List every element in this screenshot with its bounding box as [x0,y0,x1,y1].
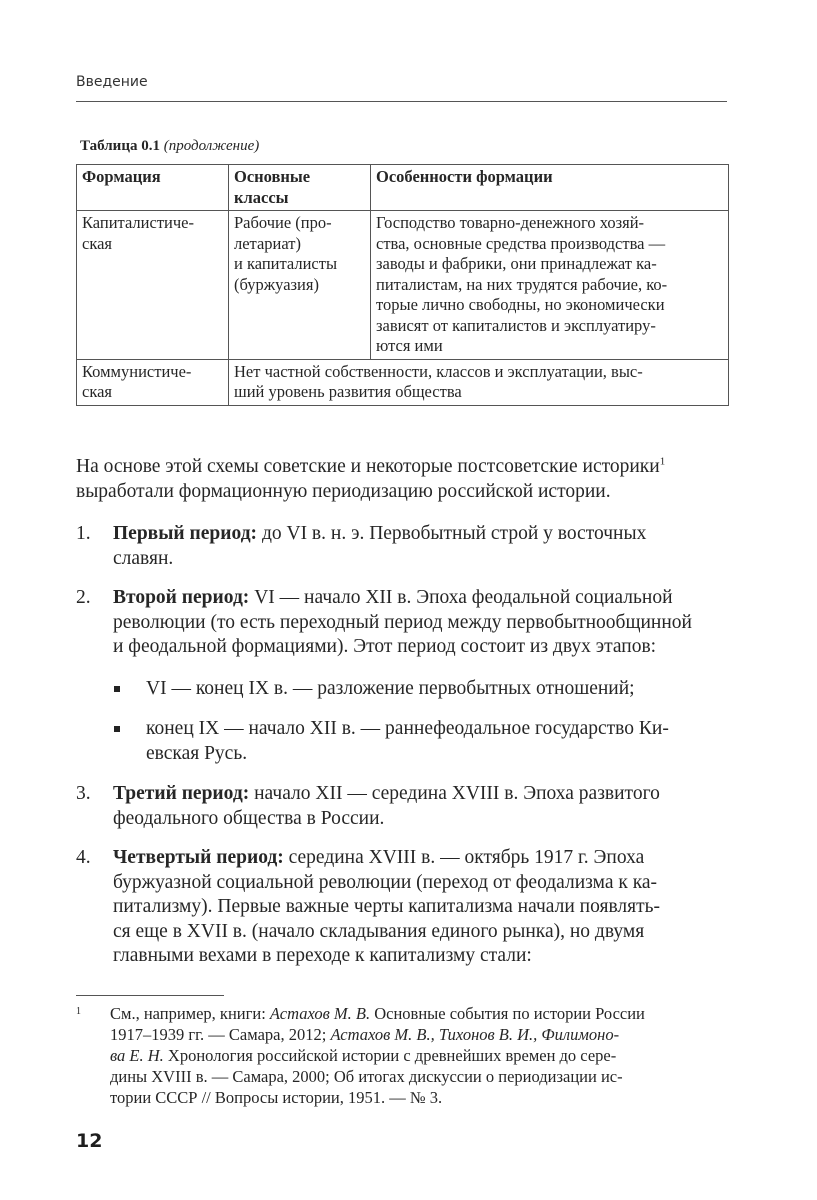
intro-paragraph: На основе этой схемы советские и некоторые постсоветские историки$^1$ выработали формационную периодизацию российской истории. [76,455,666,502]
footnote-rule [76,995,224,996]
header-features: Особенности формации [371,165,729,211]
table-row [77,359,729,405]
table-row [77,211,729,360]
header-classes: Основные классы [229,165,371,211]
period-title: Первый период: [113,523,258,544]
header-formation: Формация [77,165,229,211]
cell-formation: Коммунистиче- ская [77,359,229,405]
bullet-square-icon [114,726,120,732]
table-caption-label: Таблица 0.1 [80,138,160,154]
header-rule [76,101,727,102]
cell-merged-description: Нет частной собственности, классов и эксплуатации, выс- ший уровень развития общества [229,359,729,405]
period-title: Второй период: [113,587,250,608]
cell-classes: Рабочие (про- летариат) и капиталисты (буржуазия) [229,211,371,360]
table-caption [80,138,259,155]
page-number: 12 [76,1130,103,1152]
formations-table [76,164,729,406]
period-title: Третий период: [113,783,250,804]
cell-formation: Капиталистиче- ская [77,211,229,360]
period-title: Четвертый период: [113,847,284,868]
cell-features: Господство товарно-денежного хозяй- ства, основные средства производства — заводы и фабрики, они принадлежат ка- питалистам, на них трудятся рабочие, ко- торые лично свободны, но экономически зависят от капиталистов и эксплуатиру- ются ими [371,211,729,360]
running-head: Введение [76,74,148,90]
table-caption-note: (продолжение) [163,138,260,154]
bullet-square-icon [114,686,120,692]
footnote-reference[interactable]: 1 [659,455,666,468]
footnote-number: 1 [76,1006,81,1017]
table-header-row [77,165,729,211]
